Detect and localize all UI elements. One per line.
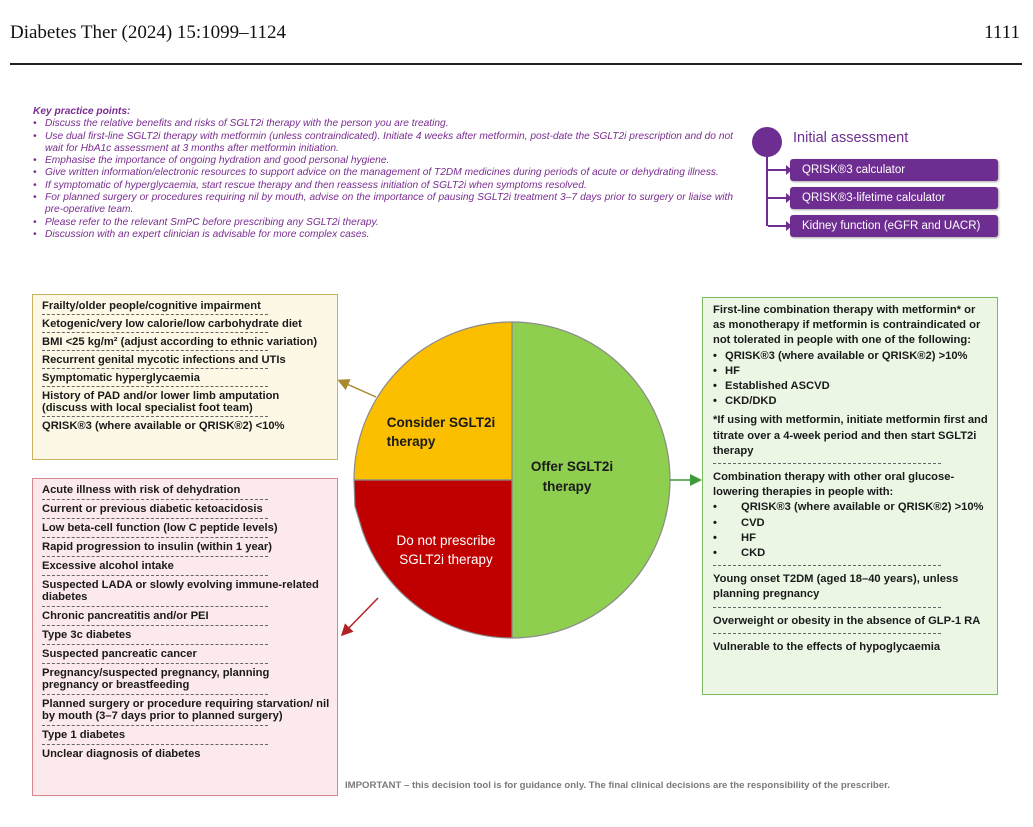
qrisk3-calculator-button[interactable]: QRISK®3 calculator	[790, 159, 998, 181]
dont-item: Pregnancy/suspected pregnancy, planning pregnancy or breastfeeding	[42, 664, 268, 695]
offer-divider	[713, 565, 941, 566]
consider-item: BMI <25 kg/m² (adjust according to ethnic variation)	[42, 333, 268, 351]
dont-item: Current or previous diabetic ketoacidosis	[42, 500, 268, 519]
key-point: • Discussion with an expert clinician is advisable for more complex cases.	[33, 229, 733, 241]
key-point: • Use dual first-line SGLT2i therapy with metformin (unless contraindicated). Initiate 4 weeks after metformin, post-date the SGLT2i prescription and do not wait for HbA1c assessment at 3 months after metformin initiation.	[33, 131, 733, 156]
page-number: 1111	[984, 22, 1020, 43]
offer-criteria-box	[702, 297, 998, 695]
offer-label-line-1: Offer SGLT2i	[530, 459, 614, 474]
journal-citation: Diabetes Ther (2024) 15:1099–1124	[10, 22, 286, 43]
dont-item: Acute illness with risk of dehydration	[42, 481, 268, 500]
do-not-prescribe-criteria-box	[32, 478, 338, 796]
consider-criteria-box	[32, 294, 338, 460]
dont-item: Low beta-cell function (low C peptide levels)	[42, 519, 268, 538]
dont-item: Unclear diagnosis of diabetes	[42, 748, 201, 760]
key-point: • If symptomatic of hyperglycaemia, start rescue therapy and then reassess initiation of SGLT2i when symptoms resolved.	[33, 180, 733, 192]
consider-item: Frailty/older people/cognitive impairment	[42, 297, 268, 315]
offer-metformin-note: *If using with metformin, initiate metformin first and titrate over a 4-week period and then start SGLT2i therapy	[713, 414, 988, 457]
do-not-prescribe-label-line-1: Do not prescribe	[396, 533, 496, 548]
offer-hypoglycaemia: Vulnerable to the effects of hypoglycaemia	[713, 640, 941, 653]
important-footnote: IMPORTANT – this decision tool is for guidance only. The final clinical decisions are the responsibility of the prescriber.	[345, 780, 890, 791]
offer-first-list-item: • Established ASCVD	[713, 379, 989, 394]
initial-assessment-title: Initial assessment	[793, 130, 909, 146]
offer-first-list-item: • CKD/DKD	[713, 394, 989, 409]
dont-item: Chronic pancreatitis and/or PEI	[42, 607, 268, 626]
offer-first-list-item: • QRISK®3 (where available or QRISK®2) >10%	[713, 349, 989, 364]
key-point: • Give written information/electronic resources to support advice on the management of T2DM medicines during periods of acute or dehydrating illness.	[33, 167, 733, 179]
consider-item: History of PAD and/or lower limb amputation (discuss with local specialist foot team)	[42, 387, 268, 417]
kidney-function-button[interactable]: Kidney function (eGFR and UACR)	[790, 215, 998, 237]
key-point: • Emphasise the importance of ongoing hydration and good personal hygiene.	[33, 155, 733, 167]
offer-second-list-item: • QRISK®3 (where available or QRISK®2) >10%	[713, 500, 989, 515]
key-point: • Please refer to the relevant SmPC before prescribing any SGLT2i therapy.	[33, 217, 733, 229]
qrisk3-lifetime-calculator-button[interactable]: QRISK®3-lifetime calculator	[790, 187, 998, 209]
offer-first-list	[713, 349, 989, 410]
consider-item: Ketogenic/very low calorie/low carbohydrate diet	[42, 315, 268, 333]
consider-item: Symptomatic hyperglycaemia	[42, 369, 268, 387]
dont-item: Excessive alcohol intake	[42, 557, 268, 576]
offer-intro: First-line combination therapy with metformin* or as monotherapy if metformin is contraindicated or not tolerated in people with one of the following:	[713, 304, 981, 347]
arrow-to-dont-box	[343, 598, 378, 634]
consider-item: Recurrent genital mycotic infections and UTIs	[42, 351, 268, 369]
offer-second-list-item: • CKD	[713, 546, 989, 561]
offer-label-line-2: therapy	[542, 479, 592, 494]
offer-first-list-item: • HF	[713, 364, 989, 379]
offer-divider	[713, 633, 941, 634]
dont-item: Suspected LADA or slowly evolving immune-related diabetes	[42, 576, 268, 607]
key-point: • Discuss the relative benefits and risks of SGLT2i therapy with the person you are treating.	[33, 118, 733, 130]
dont-item: Type 1 diabetes	[42, 726, 268, 745]
offer-divider	[713, 607, 941, 608]
offer-young-onset: Young onset T2DM (aged 18–40 years), unless planning pregnancy	[713, 573, 959, 601]
consider-item: QRISK®3 (where available or QRISK®2) <10%	[42, 420, 285, 432]
offer-second-list-item: • CVD	[713, 516, 989, 531]
consider-sglt2i-slice	[354, 322, 512, 480]
offer-combination-intro: Combination therapy with other oral glucose-lowering therapies in people with:	[713, 471, 955, 499]
offer-divider	[713, 463, 941, 464]
dont-item: Type 3c diabetes	[42, 626, 268, 645]
consider-label-line-1: Consider SGLT2i	[386, 415, 496, 430]
key-points-title: Key practice points:	[33, 106, 131, 117]
arrow-to-consider-box	[340, 381, 376, 397]
dont-item: Suspected pancreatic cancer	[42, 645, 268, 664]
do-not-prescribe-label-line-2: SGLT2i therapy	[399, 552, 493, 567]
dont-item: Rapid progression to insulin (within 1 year)	[42, 538, 268, 557]
key-point: • For planned surgery or procedures requiring nil by mouth, advise on the importance of pausing SGLT2i treatment 3–7 days prior to surgery or liaise with pre-operative team.	[33, 192, 733, 217]
consider-label-line-2: therapy	[386, 434, 436, 449]
offer-second-list	[713, 500, 989, 561]
offer-overweight: Overweight or obesity in the absence of GLP-1 RA	[713, 614, 981, 627]
offer-second-list-item: • HF	[713, 531, 989, 546]
dont-item: Planned surgery or procedure requiring starvation/ nil by mouth (3–7 days prior to planned surgery)	[42, 695, 268, 726]
